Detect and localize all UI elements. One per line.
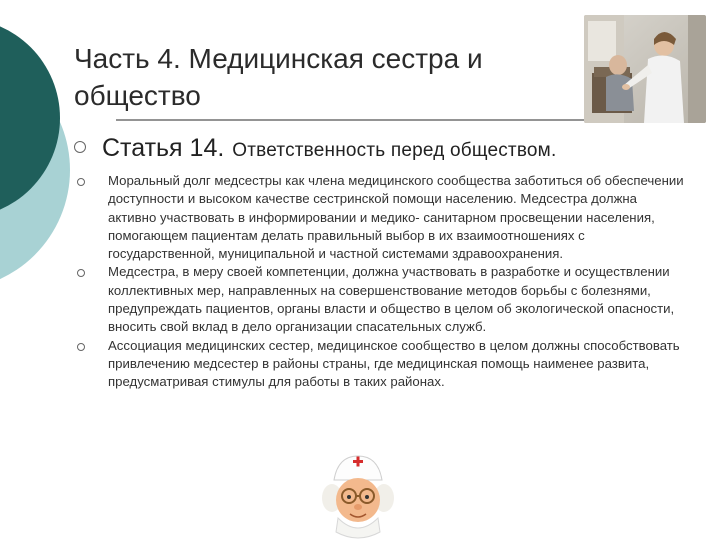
bullet-icon	[77, 343, 85, 351]
nurse-photo	[584, 15, 706, 123]
article-number: Статья 14.	[102, 134, 225, 162]
list-item	[74, 337, 694, 392]
paragraph-list	[74, 172, 694, 392]
page-title: Часть 4. Медицинская сестра и общество	[74, 43, 483, 111]
paragraph-text: Ассоциация медицинских сестер, медицинское сообщество в целом должны способствовать привлечению медсестер в районы страны, где медицинская помощь наименее развита, предусматривая стимулы для работы в таких районах.	[108, 337, 680, 390]
bullet-icon	[74, 141, 86, 153]
bullet-icon	[77, 269, 85, 277]
paragraph-text: Медсестра, в меру своей компетенции, должна участвовать в разработке и осуществлении коллективных мер, направленных на совершенствование методов борьбы с болезнями, предупреждать пациентов, органы власти и общество в целом об экологической опасности, вносить свой вклад в дело организации спасательных служб.	[108, 264, 675, 335]
article-title: Ответственность перед обществом.	[232, 140, 557, 161]
paragraph-text: Моральный долг медсестры как члена медицинского сообщества заботиться об обеспечении доступности и высоком качестве сестринской помощи населению. Медсестра должна активно участвовать в информировании и медико- санитарном просвещении населения, помогающем пациентам делать правильный выбор в их взаимоотношениях с государственной, муниципальной и частной системами здравоохранения.	[108, 173, 684, 262]
list-item	[74, 172, 694, 263]
nurse-cartoon-icon	[318, 452, 398, 540]
subheading	[74, 134, 694, 163]
list-item	[74, 263, 694, 336]
bullet-icon	[77, 178, 85, 186]
